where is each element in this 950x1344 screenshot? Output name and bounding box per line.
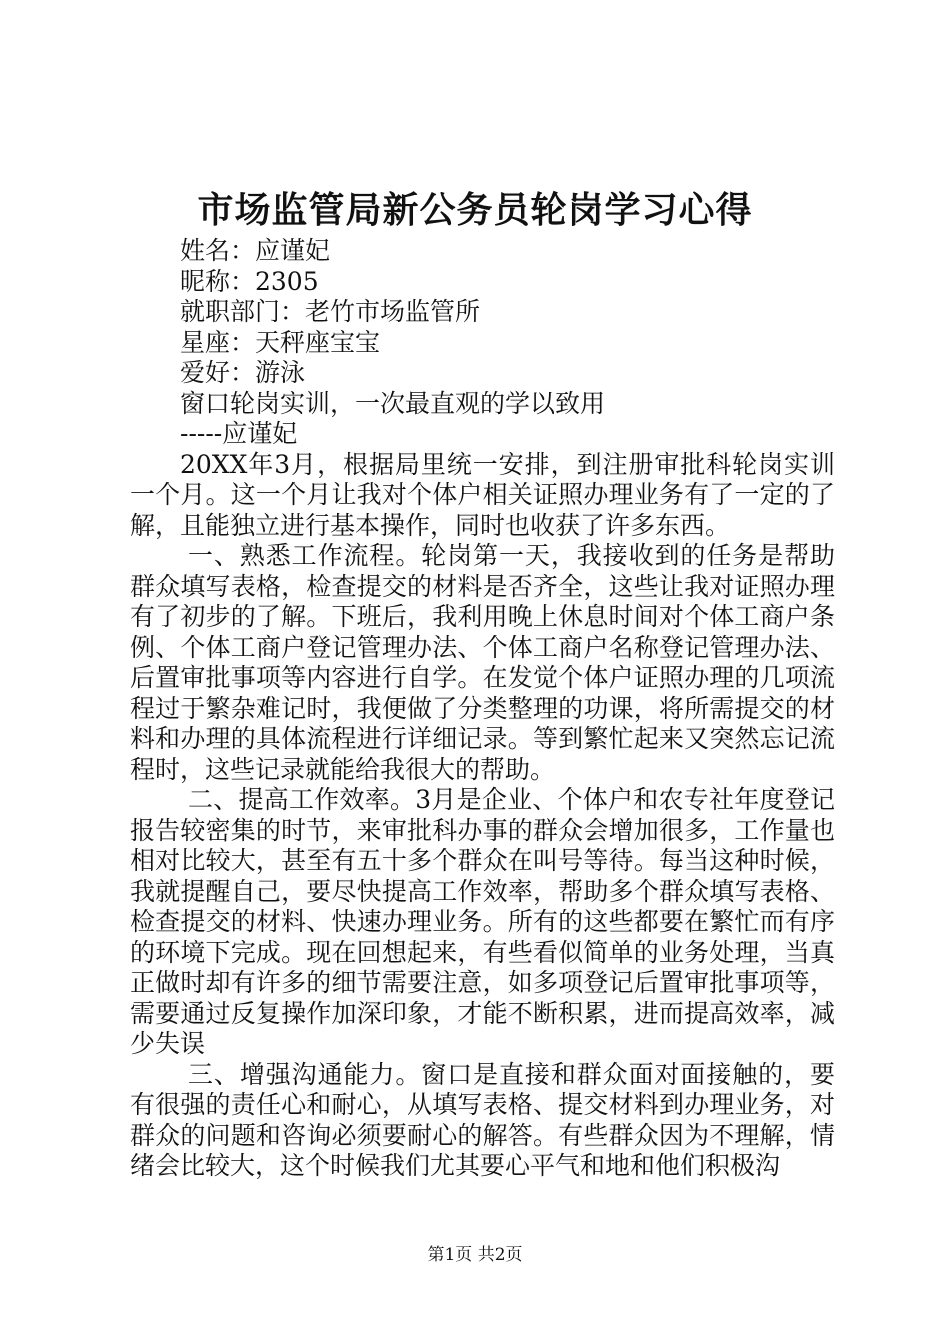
paragraph-intro: 20XX年3月，根据局里统一安排，到注册审批科轮岗实训一个月。这一个月让我对个体户相关证照办理业务有了一定的了解，且能独立进行基本操作，同时也收获了许多东西。 <box>130 449 835 540</box>
paragraph-communication: 三、增强沟通能力。窗口是直接和群众面对面接触的，要有很强的责任心和耐心，从填写表格、提交材料到办理业务，对群众的问题和咨询必须要耐心的解答。有些群众因为不理解，情绪会比较大，这个时候我们尤其要心平气和地和他们积极沟 <box>130 1059 835 1180</box>
article-subtitle: 窗口轮岗实训，一次最直观的学以致用 <box>180 388 606 418</box>
document-title: 市场监管局新公务员轮岗学习心得 <box>197 189 753 231</box>
info-zodiac: 星座：天秤座宝宝 <box>180 327 381 357</box>
info-hobby: 爱好：游泳 <box>180 358 306 387</box>
paragraph-workflow: 一、熟悉工作流程。轮岗第一天，我接收到的任务是帮助群众填写表格，检查提交的材料是否齐全，这些让我对证照办理有了初步的了解。下班后，我利用晚上休息时间对个体工商户条例、个体工商户登记管理办法、个体工商户名称登记管理办法、后置审批事项等内容进行自学。在发觉个体户证照办理的几项流程过于繁杂难记时，我便做了分类整理的功课，将所需提交的材料和办理的具体流程进行详细记录。等到繁忙起来又突然忘记流程时，这些记录就能给我很大的帮助。 <box>130 541 835 784</box>
info-nickname: 昵称：2305 <box>180 266 319 296</box>
paragraph-efficiency: 二、提高工作效率。3月是企业、个体户和农专社年度登记报告较密集的时节，来审批科办事的群众会增加很多，工作量也相对比较大，甚至有五十多个群众在叫号等待。每当这种时候，我就提醒自己，要尽快提高工作效率，帮助多个群众填写表格、检查提交的材料、快速办理业务。所有的这些都要在繁忙而有序的环境下完成。现在回想起来，有些看似简单的业务处理，当真正做时却有许多的细节需要注意，如多项登记后置审批事项等，需要通过反复操作加深印象，才能不断积累，进而提高效率，减少失误 <box>130 785 835 1058</box>
page-footer: 第1页 共2页 <box>427 1245 523 1265</box>
article-author: -----应谨妃 <box>180 419 298 448</box>
document-body <box>130 236 835 1182</box>
info-name: 姓名：应谨妃 <box>180 236 331 265</box>
info-department: 就职部门：老竹市场监管所 <box>180 297 481 326</box>
